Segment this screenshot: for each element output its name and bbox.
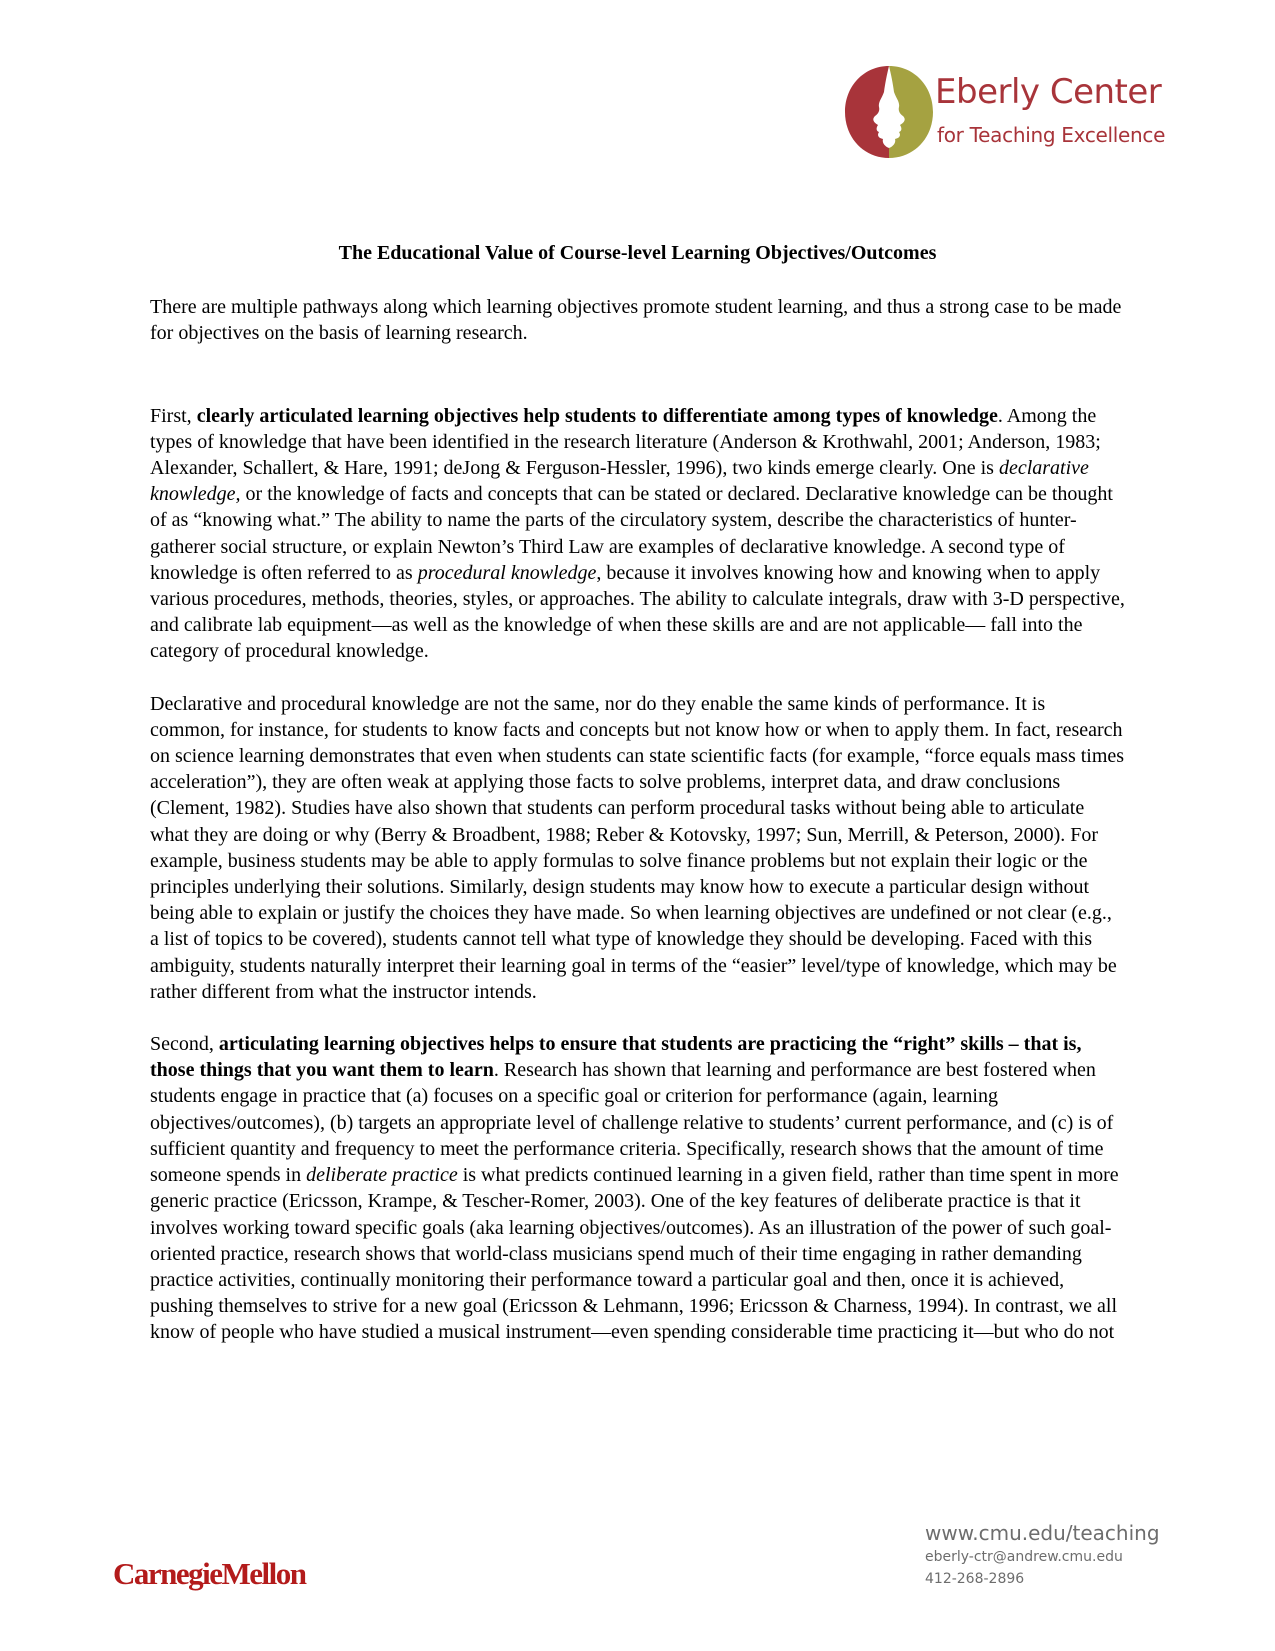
intro-paragraph: There are multiple pathways along which learning objectives promote student learning, and thus a strong case to be made for objectives on the basis of learning research. [150,296,1122,345]
footer-phone: 412-268-2896 [925,1571,1025,1587]
document-body [150,240,1125,1346]
p3-italic-1: deliberate practice [306,1164,458,1187]
paragraph-declarative-procedural: Declarative and procedural knowledge are not the same, nor do they enable the same kinds of performance. It is common, for instance, for students to know facts and concepts but not know how or when to apply them. In fact, research on science learning demonstrates that even when students can state scientific facts (for example, “force equals mass times acceleration”), they are often weak at applying those facts to solve problems, interpret data, and draw conclusions (Clement, 1982). Studies have also shown that students can perform procedural tasks without being able to articulate what they are doing or why (Berry & Broadbent, 1988; Reber & Kotovsky, 1997; Sun, Merrill, & Peterson, 2000). For example, business students may be able to apply formulas to solve finance problems but not explain their logic or the principles underlying their solutions. Similarly, design students may know how to execute a particular design without being able to explain or justify the choices they have made. So when learning objectives are undefined or not clear (e.g., a list of topics to be covered), students cannot tell what type of knowledge they should be developing. Faced with this ambiguity, students naturally interpret their learning goal in terms of the “easier” level/type of knowledge, which may be rather different from what the instructor intends. [150,692,1125,1003]
p3-text-1: . Research has shown that learning and performance are best fostered when students engage in practice that (a) focuses on a specific goal or criterion for performance (again, learning objectives/outcomes), (b) targets an appropriate level of challenge relative to students’ current performance, and (c) is of sufficient quantity and frequency to meet the performance criteria. Specifically, research shows that the amount of time someone spends in [150,1059,1114,1187]
logo-title: Eberly Center [935,72,1162,112]
p3-lead: Second, [150,1033,219,1056]
p1-text-2: or the knowledge of facts and concepts that can be stated or declared. Declarative knowledge can be thought of as “knowing what.” The ability to name the parts of the circulatory system, describe the characteristics of hunter-gatherer social structure, or explain Newton’s Third Law are examples of declarative knowledge. A second type of knowledge is often referred to as [150,483,1113,584]
footer-url: www.cmu.edu/teaching [925,1521,1160,1545]
p1-lead: First, [150,404,197,427]
paragraph-second [150,1031,1125,1345]
p1-italic-2: procedural knowledge [417,561,597,584]
document-title: The Educational Value of Course-level Learning Objectives/Outcomes [338,242,937,264]
footer-email: eberly-ctr@andrew.cmu.edu [925,1549,1123,1565]
p1-text-1: . Among the types of knowledge that have been identified in the research literature (Anderson & Krothwahl, 2001; Anderson, 1983; Alexander, Schallert, & Hare, 1991; deJong & Ferguson-Hessler, 1996), two kinds emerge clearly. One is [150,404,1101,480]
footer-contact [925,1520,1165,1590]
logo-subtitle: for Teaching Excellence [937,123,1166,147]
p3-text-2: is what predicts continued learning in a given field, rather than time spent in more generic practice (Ericsson, Krampe, & Tescher-Romer, 2003). One of the key features of deliberate practice is that it involves working toward specific goals (aka learning objectives/outcomes). As an illustration of the power of such goal-oriented practice, research shows that world-class musicians spend much of their time engaging in rather demanding practice activities, continually monitoring their performance toward a particular goal and then, once it is achieved, pushing themselves to strive for a new goal (Ericsson & Lehmann, 1996; Ericsson & Charness, 1994). In contrast, we all know of people who have studied a musical instrument—even spending considerable time practicing it—but who do not [150,1164,1119,1344]
eberly-center-logo [842,62,1172,162]
eberly-faces-icon [842,62,936,162]
paragraph-first [150,403,1125,665]
p1-text-3: , because it involves knowing how and knowing when to apply various procedures, methods, theories, styles, or approaches. The ability to calculate integrals, draw with 3-D perspective, and calibrate lab equipment—as well as the knowledge of when these skills are and are not applicable— fall into the category of procedural knowledge. [150,561,1125,663]
p1-bold: clearly articulated learning objectives help students to differentiate among types of knowledge [196,404,998,427]
carnegie-mellon-logo: CarnegieMellon [113,1556,306,1591]
p3-bold: articulating learning objectives helps to ensure that students are practicing the “right” skills – that is, those things that you want them to learn [150,1033,1082,1082]
p1-italic-1: declarative knowledge, [150,457,1089,506]
